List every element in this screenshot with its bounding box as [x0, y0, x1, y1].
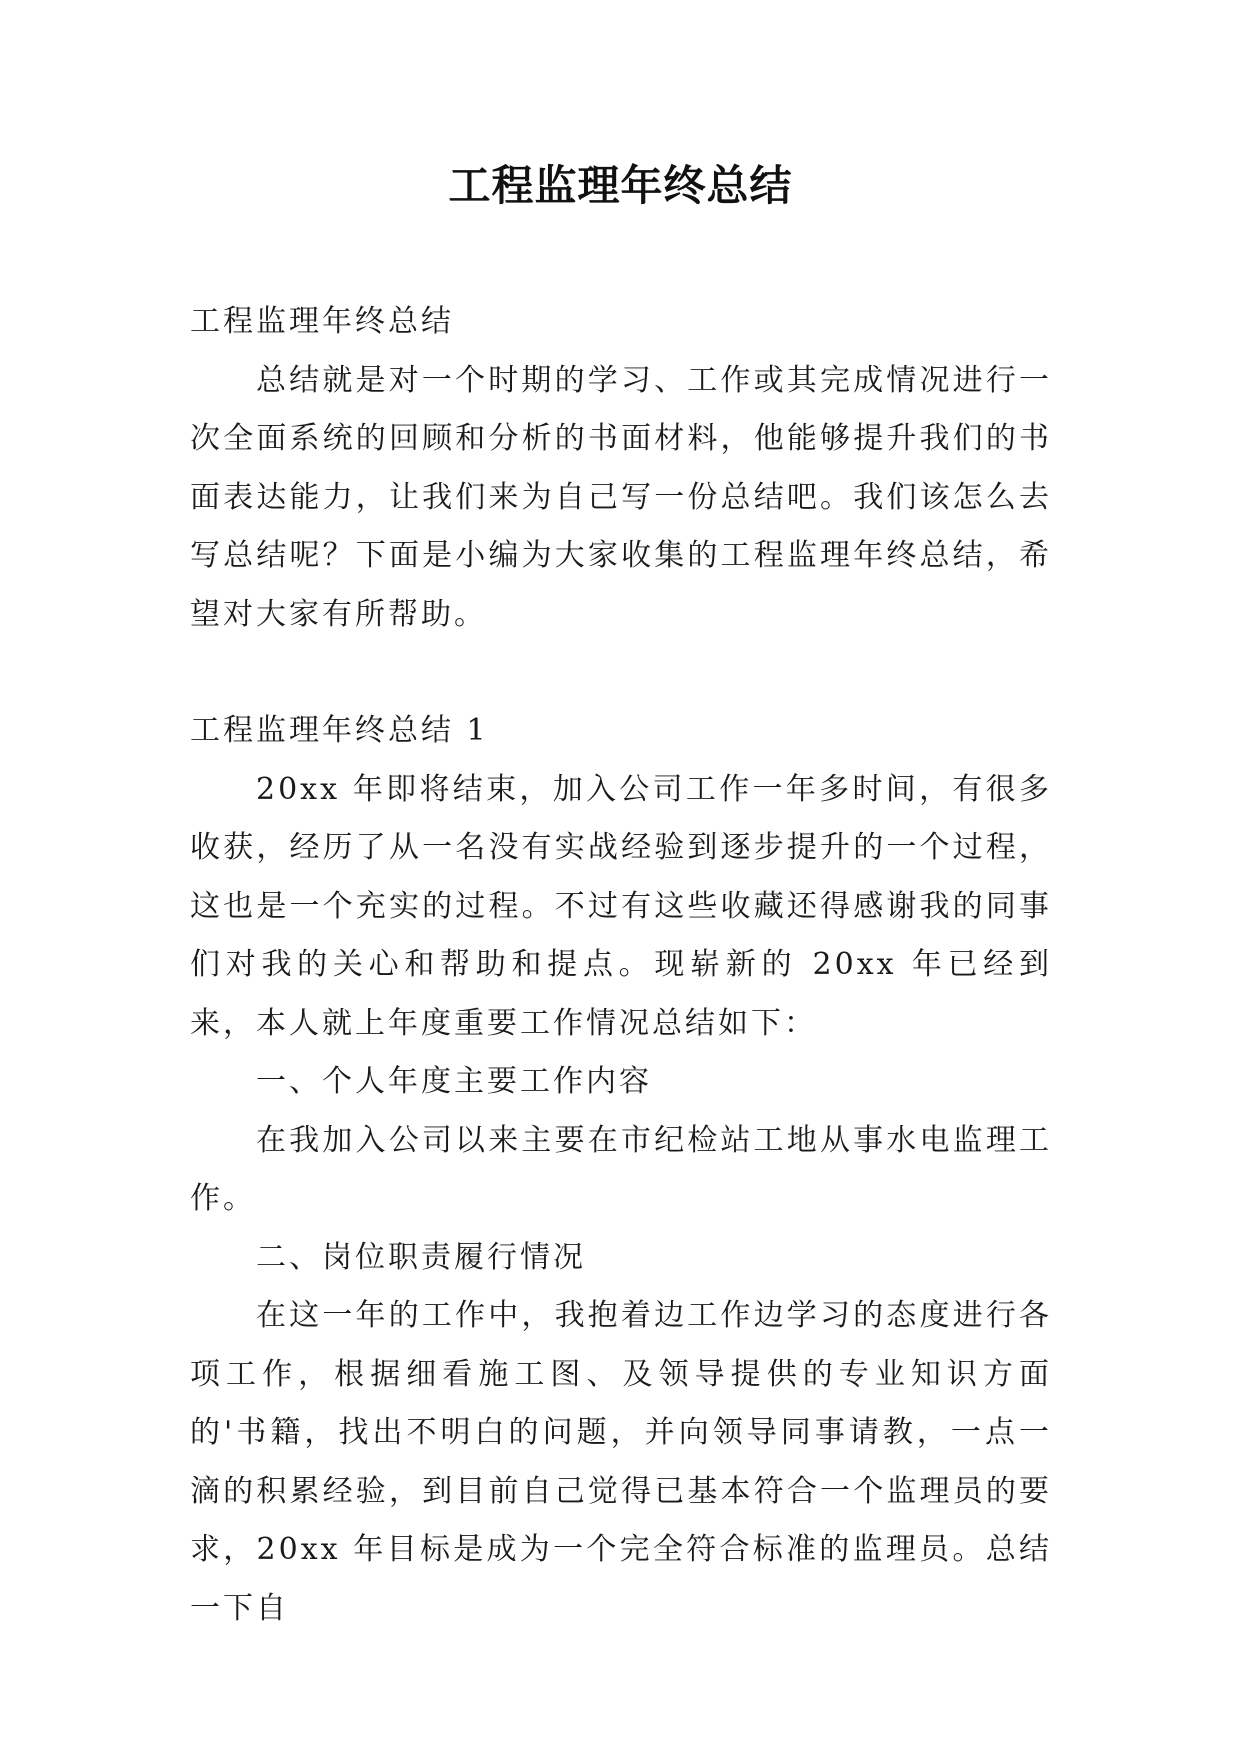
body-paragraph: 20xx 年即将结束，加入公司工作一年多时间，有很多收获，经历了从一名没有实战经验到逐步提升的一个过程，这也是一个充实的过程。不过有这些收藏还得感谢我的同事们对我的关心和帮助和提点。现崭新的 20xx 年已经到来，本人就上年度重要工作情况总结如下： — [190, 771, 1052, 1041]
body-paragraph: 在我加入公司以来主要在市纪检站工地从事水电监理工作。 — [190, 1122, 1052, 1216]
paragraph-gap — [190, 644, 1052, 702]
subsection-heading: 一、个人年度主要工作内容 — [256, 1064, 652, 1099]
document-title: 工程监理年终总结 — [448, 161, 793, 210]
body-paragraph: 在这一年的工作中，我抱着边工作边学习的态度进行各项工作，根据细看施工图、及领导提供的专业知识方面的'书籍，找出不明白的问题，并向领导同事请教，一点一滴的积累经验，到目前自己觉得已基本符合一个监理员的要求，20xx 年目标是成为一个完全符合标准的监理员。总结一下自 — [190, 1298, 1052, 1626]
subsection-heading: 二、岗位职责履行情况 — [256, 1239, 586, 1275]
section-heading: 工程监理年终总结 — [190, 304, 454, 339]
intro-paragraph: 总结就是对一个时期的学习、工作或其完成情况进行一次全面系统的回顾和分析的书面材料，他能够提升我们的书面表达能力，让我们来为自己写一份总结吧。我们该怎么去写总结呢？下面是小编为大家收集的工程监理年终总结，希望对大家有所帮助。 — [190, 362, 1052, 632]
section-heading: 工程监理年终总结 1 — [190, 713, 489, 748]
document-body — [190, 293, 1052, 1638]
